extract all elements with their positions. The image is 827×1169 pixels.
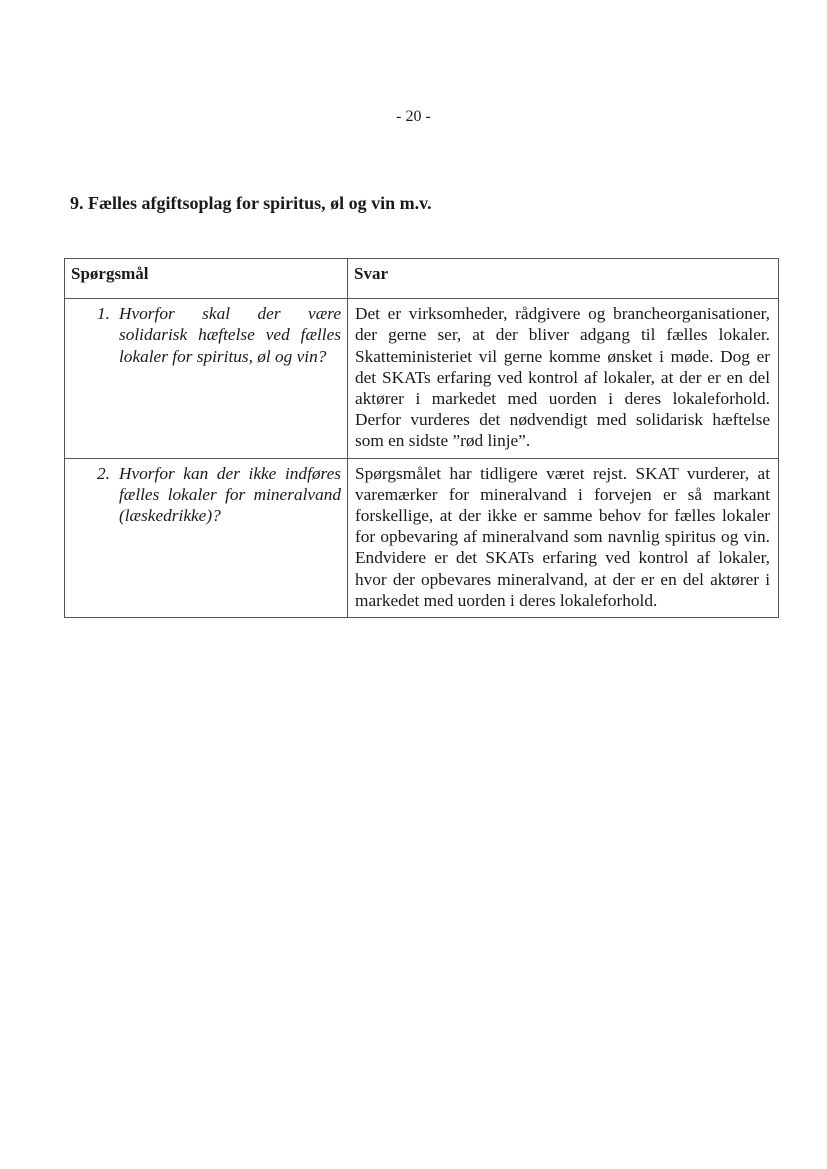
header-answer: Svar	[348, 259, 779, 299]
page-number: - 20 -	[396, 108, 431, 125]
answer-cell: Spørgsmålet har tidligere været rejst. SKAT vurderer, at varemærker for mineralvand i forvejen er så markant forskellige, at der ikke er samme behov for fælles lokaler for opbevaring af mineralvand som navnlig spiritus og vin. Endvidere er det SKATs erfaring ved kontrol af lokaler, hvor der opbevares mineralvand, at der er en del aktører i markedet med uorden i deres lokaleforhold.	[348, 458, 779, 617]
table-row	[65, 299, 779, 458]
table-row	[65, 458, 779, 617]
qa-table	[64, 258, 779, 618]
table-header-row	[65, 259, 779, 299]
header-question: Spørgsmål	[65, 259, 348, 299]
question-cell	[65, 299, 348, 458]
question-number: 1.	[97, 304, 110, 324]
question-number: 2.	[97, 463, 110, 483]
question-text: Hvorfor skal der være solidarisk hæftelse ved fælles lokaler for spiritus, øl og vin?	[119, 304, 341, 366]
question-cell	[65, 458, 348, 617]
question-text: Hvorfor kan der ikke indføres fælles lokaler for mineralvand (læskedrikke)?	[119, 463, 341, 526]
section-title: 9. Fælles afgiftsoplag for spiritus, øl og vin m.v.	[70, 193, 432, 213]
answer-cell: Det er virksomheder, rådgivere og brancheorganisationer, der gerne ser, at der bliver adgang til fælles lokaler. Skatteministeriet vil gerne komme ønsket i møde. Dog er det SKATs erfaring ved kontrol af lokaler, at der er en del aktører i markedet med uorden i deres lokaleforhold. Derfor vurderes det nødvendigt med solidarisk hæftelse som en sidste ”rød linje”.	[348, 299, 779, 458]
